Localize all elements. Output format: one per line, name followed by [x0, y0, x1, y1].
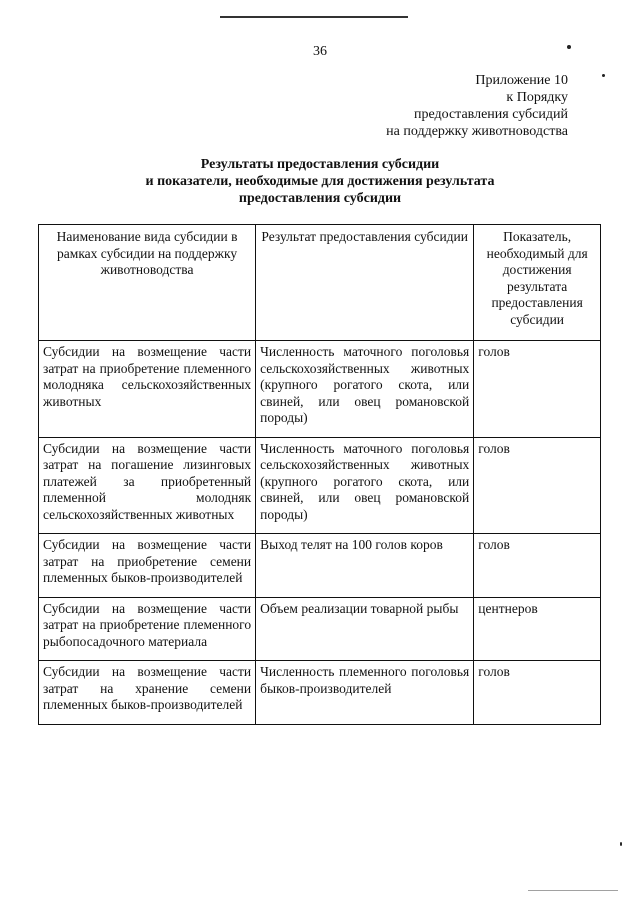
appendix-line: предоставления субсидий [413, 107, 568, 122]
title-line: Результаты предоставления субсидии [200, 157, 440, 172]
document-title [60, 156, 580, 207]
header-indicator: Показатель, необходимый для достижения результата предоставления субсидии [474, 225, 601, 341]
cell-subsidy: Субсидии на возмещение части затрат на хранение семени племенных быков-производителей [39, 661, 256, 725]
table-row [39, 534, 601, 598]
appendix-line: на поддержку животноводства [386, 124, 568, 139]
header-subsidy-type: Наименование вида субсидии в рамках субсидии на поддержку животноводства [39, 225, 256, 341]
cell-subsidy: Субсидии на возмещение части затрат на приобретение племенного молодняка сельскохозяйственных животных [39, 341, 256, 438]
cell-indicator: голов [474, 661, 601, 725]
cell-indicator: центнеров [474, 597, 601, 661]
table-row [39, 437, 601, 534]
cell-result: Численность племенного поголовья быков-производителей [256, 661, 474, 725]
appendix-line: Приложение 10 [475, 73, 568, 88]
appendix-reference [386, 72, 568, 140]
cell-indicator: голов [474, 437, 601, 534]
cell-result: Выход телят на 100 голов коров [256, 534, 474, 598]
appendix-line: к Порядку [506, 90, 568, 105]
title-line: предоставления субсидии [238, 191, 402, 206]
cell-subsidy: Субсидии на возмещение части затрат на приобретение племенного рыбопосадочного материала [39, 597, 256, 661]
header-result: Результат предоставления субсидии [256, 225, 474, 341]
cell-result: Численность маточного поголовья сельскохозяйственных животных (крупного рогатого скота, или свиней, или овец романовской породы) [256, 341, 474, 438]
scan-artifact-dot [620, 842, 622, 846]
cell-subsidy: Субсидии на возмещение части затрат на приобретение семени племенных быков-производителей [39, 534, 256, 598]
scan-artifact-dot [602, 74, 605, 77]
subsidy-results-table [38, 224, 601, 725]
cell-result: Численность маточного поголовья сельскохозяйственных животных (крупного рогатого скота, или свиней, или овец романовской породы) [256, 437, 474, 534]
table-row [39, 597, 601, 661]
cell-subsidy: Субсидии на возмещение части затрат на погашение лизинговых платежей за приобретенный племенной молодняк сельскохозяйственных животных [39, 437, 256, 534]
table-row [39, 341, 601, 438]
cell-indicator: голов [474, 341, 601, 438]
page-number: 36 [313, 44, 327, 59]
table-row [39, 661, 601, 725]
scan-artifact-line [220, 16, 408, 18]
scan-artifact-bottom [528, 890, 618, 891]
table-header-row [39, 225, 601, 341]
title-line: и показатели, необходимые для достижения результата [145, 174, 495, 189]
cell-result: Объем реализации товарной рыбы [256, 597, 474, 661]
cell-indicator: голов [474, 534, 601, 598]
